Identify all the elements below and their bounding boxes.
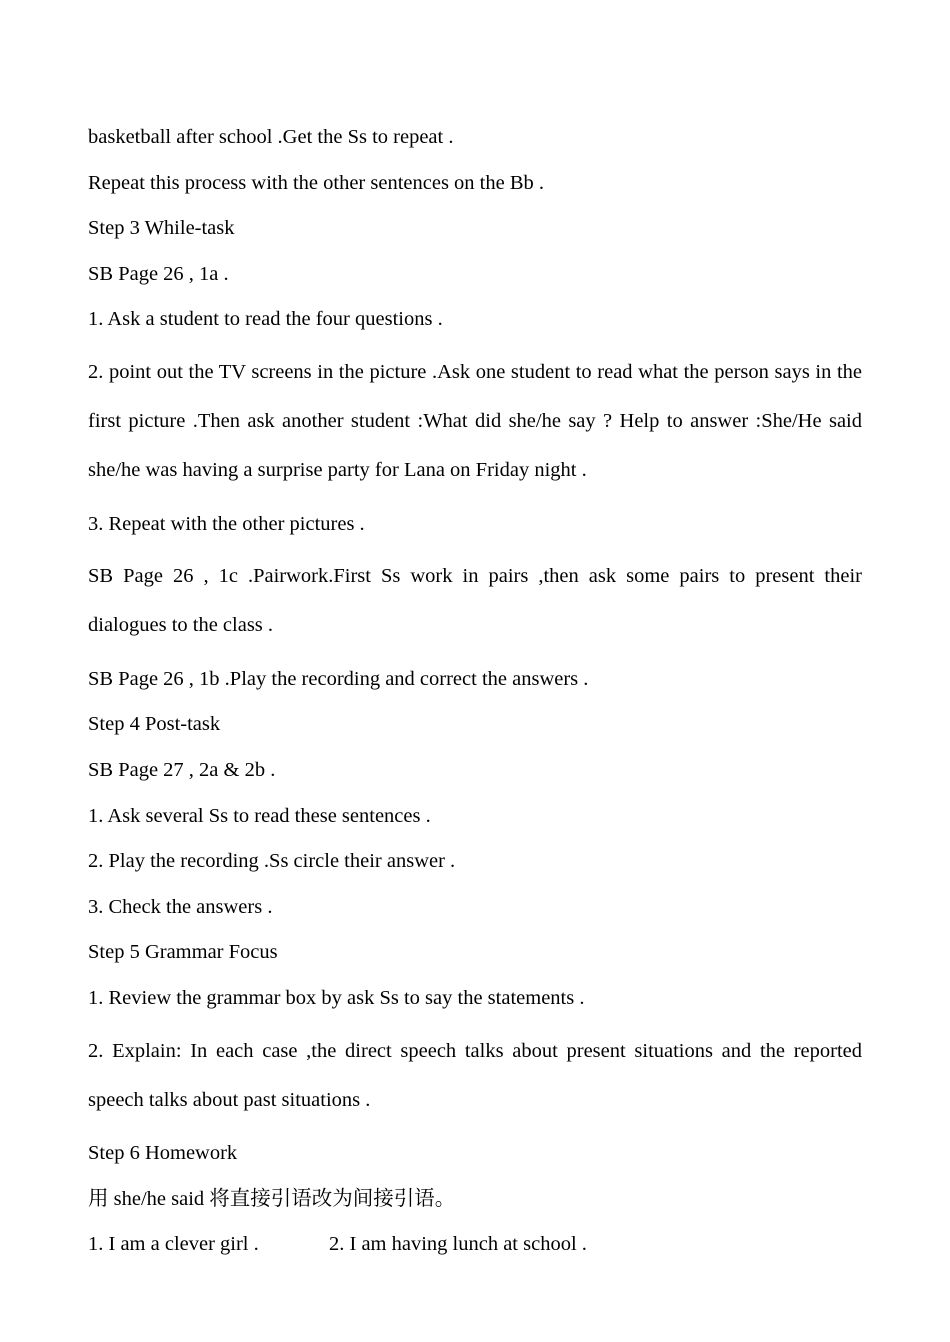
exercise-item: 1. I am a clever girl . xyxy=(88,1233,259,1256)
text-paragraph: SB Page 26 , 1c .Pairwork.First Ss work in pairs ,then ask some pairs to present their dialogues to the class . xyxy=(88,565,862,637)
text-line: SB Page 26 , 1a . xyxy=(88,262,229,285)
list-item: 3. Check the answers . xyxy=(88,895,273,918)
text-line: Repeat this process with the other sentences on the Bb . xyxy=(88,171,545,194)
step-heading: Step 6 Homework xyxy=(88,1142,238,1165)
list-item: 3. Repeat with the other pictures . xyxy=(88,512,365,535)
list-item: 1. Ask several Ss to read these sentences . xyxy=(88,804,431,827)
text-line: SB Page 26 , 1b .Play the recording and correct the answers . xyxy=(88,667,589,690)
list-item: 1. Review the grammar box by ask Ss to say the statements . xyxy=(88,986,585,1009)
step-heading: Step 5 Grammar Focus xyxy=(88,941,278,964)
text-line: SB Page 27 , 2a & 2b . xyxy=(88,758,276,781)
homework-instruction: 用 she/he said 将直接引语改为间接引语。 xyxy=(88,1187,456,1210)
step-heading: Step 4 Post-task xyxy=(88,713,221,736)
list-item: 1. Ask a student to read the four questions . xyxy=(88,308,443,331)
list-item: 2. Play the recording .Ss circle their answer . xyxy=(88,850,456,873)
step-heading: Step 3 While-task xyxy=(88,217,235,240)
exercise-item: 2. I am having lunch at school . xyxy=(329,1233,587,1256)
exercise-row xyxy=(88,1227,862,1273)
text-line: basketball after school .Get the Ss to repeat . xyxy=(88,126,454,148)
list-item: 2. point out the TV screens in the picture .Ask one student to read what the person says in the first picture .Then ask another student :What did she/he say ? Help to answer :She/He said she/he was having a surprise party for Lana on Friday night . xyxy=(88,360,862,481)
document-page xyxy=(88,120,862,1273)
list-item: 2. Explain: In each case ,the direct speech talks about present situations and the reported speech talks about past situations . xyxy=(88,1039,862,1111)
